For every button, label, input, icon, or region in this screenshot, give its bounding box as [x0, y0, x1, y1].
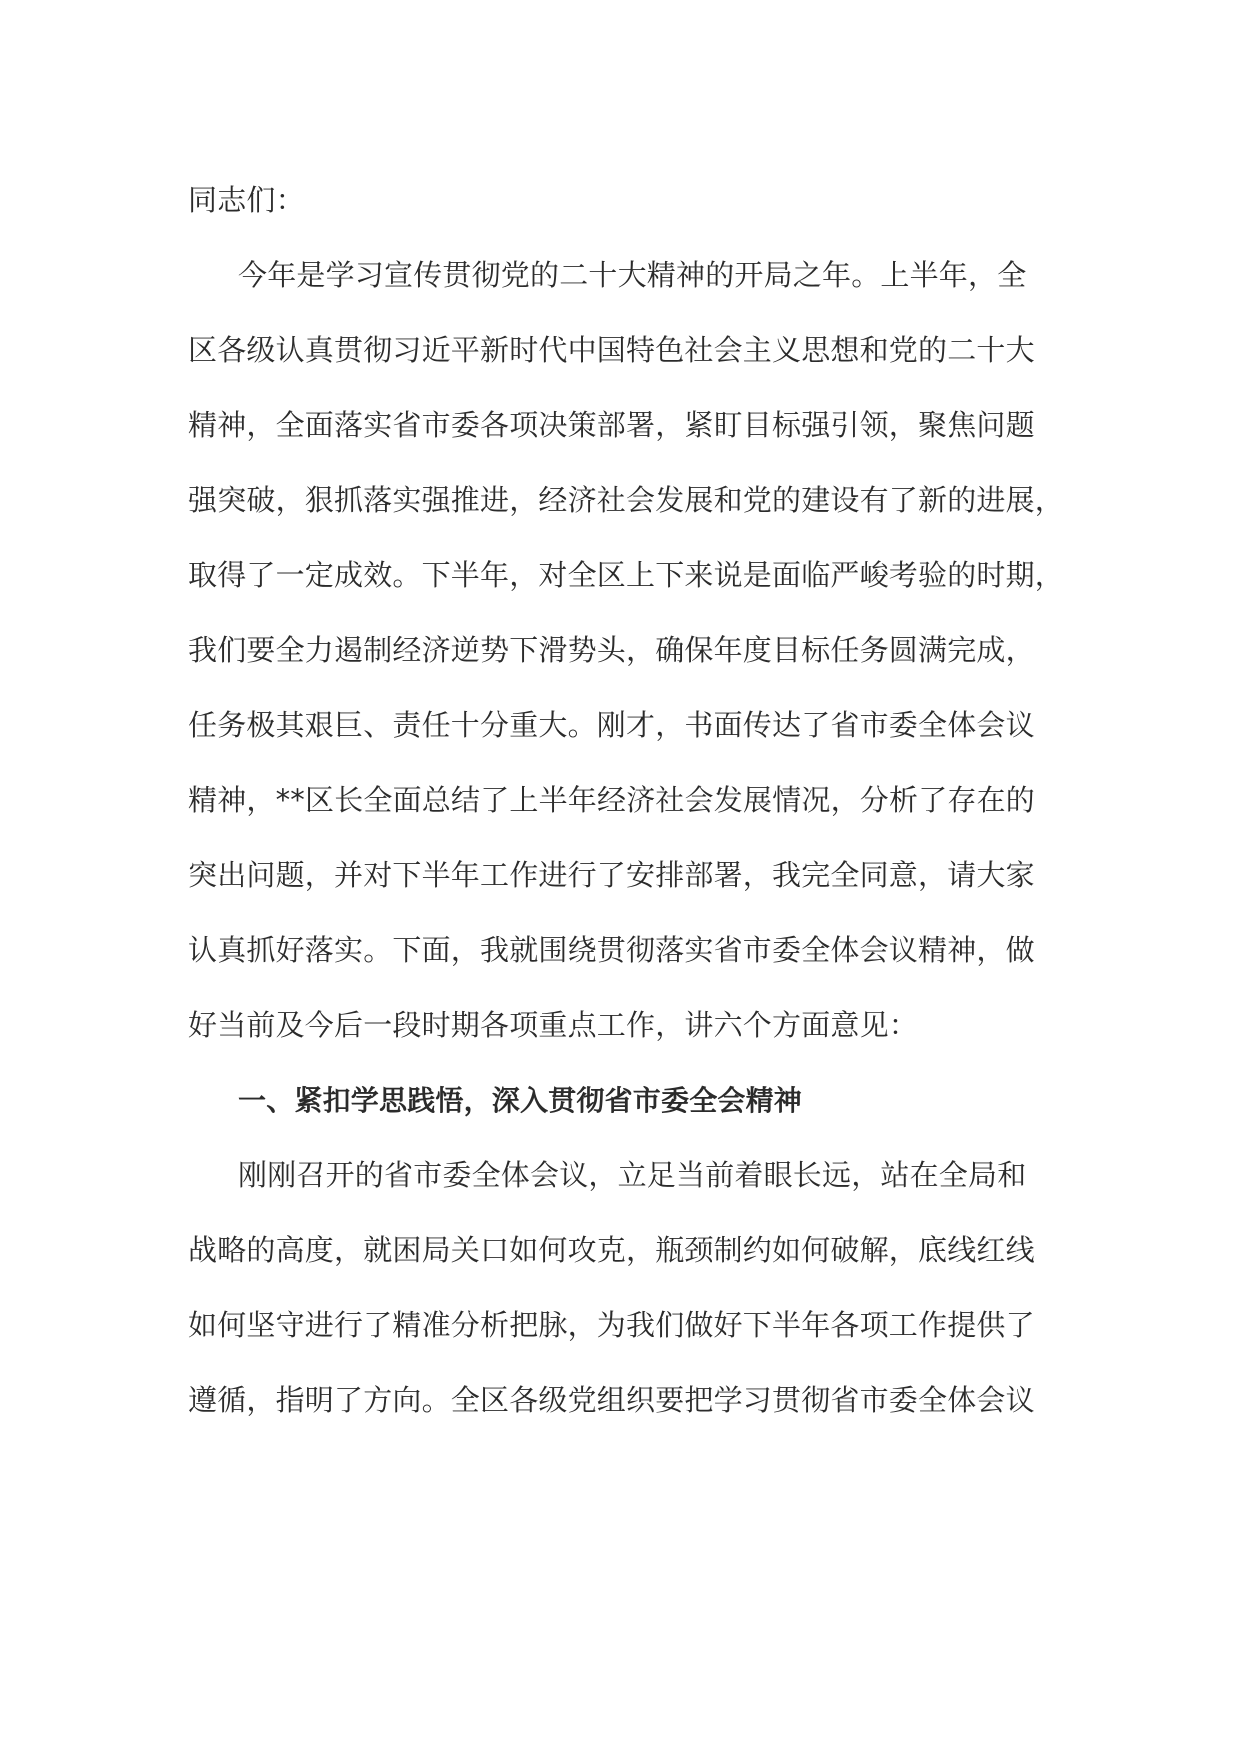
document-body [188, 163, 1065, 1438]
paragraph-line: 取得了一定成效。下半年，对全区上下来说是面临严峻考验的时期， [188, 558, 1065, 592]
salutation: 同志们： [188, 183, 305, 217]
section-heading: 一、紧扣学思践悟，深入贯彻省市委全会精神 [238, 1084, 803, 1117]
paragraph-line: 区各级认真贯彻习近平新时代中国特色社会主义思想和党的二十大 [188, 333, 1035, 367]
paragraph-line: 突出问题，并对下半年工作进行了安排部署，我完全同意，请大家 [188, 858, 1035, 892]
paragraph-line: 精神，**区长全面总结了上半年经济社会发展情况，分析了存在的 [188, 783, 1036, 817]
paragraph-line: 今年是学习宣传贯彻党的二十大精神的开局之年。上半年，全 [238, 258, 1027, 292]
paragraph-line: 认真抓好落实。下面，我就围绕贯彻落实省市委全体会议精神，做 [188, 933, 1035, 967]
paragraph-line: 战略的高度，就困局关口如何攻克，瓶颈制约如何破解，底线红线 [188, 1233, 1035, 1267]
paragraph-line: 如何坚守进行了精准分析把脉，为我们做好下半年各项工作提供了 [188, 1308, 1035, 1342]
paragraph-line: 遵循，指明了方向。全区各级党组织要把学习贯彻省市委全体会议 [188, 1383, 1035, 1417]
paragraph-opening [188, 238, 1065, 1063]
paragraph-line: 强突破，狠抓落实强推进，经济社会发展和党的建设有了新的进展， [188, 483, 1065, 517]
paragraph-line: 刚刚召开的省市委全体会议，立足当前着眼长远，站在全局和 [238, 1158, 1027, 1192]
paragraph-line: 精神，全面落实省市委各项决策部署，紧盯目标强引领，聚焦问题 [188, 408, 1035, 442]
paragraph-line: 好当前及今后一段时期各项重点工作，讲六个方面意见： [188, 1008, 919, 1042]
paragraph-line: 我们要全力遏制经济逆势下滑势头，确保年度目标任务圆满完成， [188, 633, 1035, 667]
paragraph-line: 任务极其艰巨、责任十分重大。刚才，书面传达了省市委全体会议 [188, 708, 1035, 742]
paragraph-section-one [188, 1138, 1058, 1438]
